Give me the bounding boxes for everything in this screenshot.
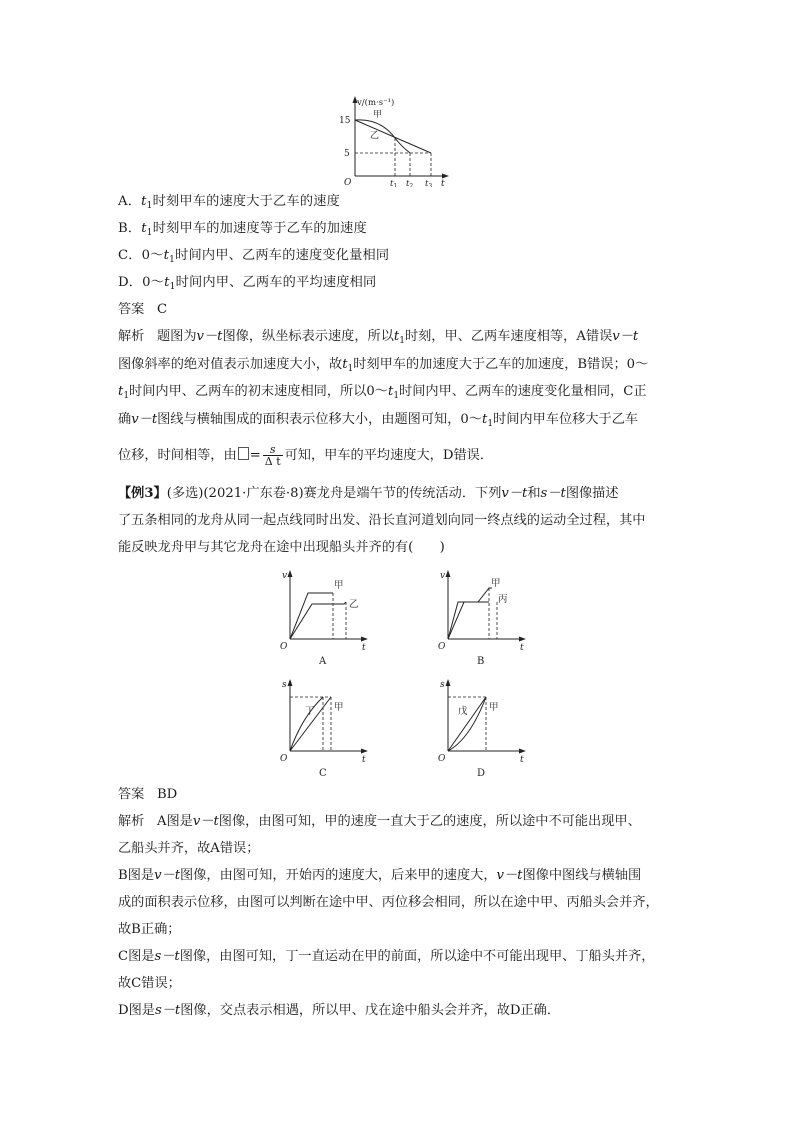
fig-b-xlabel: t xyxy=(520,643,524,653)
missing-glyph-box xyxy=(238,447,249,460)
analysis-1-line-2: 图像斜率的绝对值表示加速度大小，故$t_1$时刻甲车的加速度大于乙车的加速度，B错误；0～ xyxy=(118,357,649,374)
analysis-3-line-6: C图是s－t图像，由图可知，丁一直运动在甲的前面，所以途中不可能出现甲、丁船头并齐， xyxy=(118,949,655,964)
fig-a-label-jia: 甲 xyxy=(334,580,344,591)
analysis-1-line-3: $t_1$时间内甲、乙两车的初末速度相同，所以$0\sim t_1$时间内甲、乙两车的速度变化量相同，C正 xyxy=(118,384,647,401)
fig-b-caption: B xyxy=(477,656,485,667)
fig-d-caption: D xyxy=(477,768,486,779)
fig1-tick-5: 5 xyxy=(344,149,350,159)
fig-c-caption: C xyxy=(319,768,327,779)
fig-c-xlabel: t xyxy=(362,755,366,765)
example-3-line-3: 能反映龙舟甲与其它龙舟在途中出现船头并齐的有( ) xyxy=(118,540,445,555)
fig1-tick-t2: $t_2$ xyxy=(406,179,414,187)
fig-d-xlabel: t xyxy=(520,755,524,765)
fig1-label-jia: 甲 xyxy=(373,110,383,120)
fig-c-label-jia: 甲 xyxy=(334,702,344,713)
fig1-tick-t3: $t_3$ xyxy=(425,179,433,187)
fig-d-origin: O xyxy=(438,754,446,764)
analysis-3-line-7: 故C错误； xyxy=(118,976,181,991)
answer-3: 答案 BD xyxy=(118,787,178,802)
example-3-line-1: 【例3】(多选)(2021·广东卷·8)赛龙舟是端午节的传统活动．下列v－t和s－t图像描述 xyxy=(118,486,619,501)
fig-d-label-jia: 甲 xyxy=(489,702,499,713)
analysis-3-line-5: 故B正确； xyxy=(118,922,181,937)
analysis-1-line-5: 位移，时间相等，由 = $\frac{s}{\text{Δ t}}$ 可知，甲车的平均速度大，D错误． xyxy=(118,443,494,468)
analysis-3-line-3: B图是v－t图像，由图可知，开始丙的速度大，后来甲的速度大，v－t图像中图线与横轴围 xyxy=(118,868,642,883)
figure-b-vt xyxy=(434,566,534,668)
option-c: C．$0\sim t_1$时间内甲、乙两车的速度变化量相同 xyxy=(118,248,390,265)
analysis-1-line-1: 解析 题图为v－t图像，纵坐标表示速度，所以$t_1$时刻，甲、乙两车速度相等，A错误v－t xyxy=(118,329,639,346)
fig1-origin: O xyxy=(344,178,352,187)
fraction: $\frac{s}{\text{Δ t}}$ xyxy=(264,443,281,468)
analysis-3-line-2: 乙船头并齐，故A错误； xyxy=(118,841,260,856)
figure-d-st xyxy=(434,675,534,780)
analysis-3-line-1: 解析 A图是v－t图像，由图可知，甲的速度一直大于乙的速度，所以途中不可能出现甲、 xyxy=(118,814,641,829)
fig-d-label-wu: 戊 xyxy=(458,706,468,717)
figure-vt-graph-1 xyxy=(335,92,455,187)
fig-c-origin: O xyxy=(280,754,288,764)
fig-c-ylabel: s xyxy=(282,680,287,690)
fig1-xlabel: t xyxy=(441,179,445,187)
fig1-ylabel: v/(m·s⁻¹) xyxy=(357,98,395,108)
fig-a-origin: O xyxy=(280,642,288,652)
example-3-line-2: 了五条相同的龙舟从同一起点线同时出发、沿长直河道划向同一终点线的运动全过程，其中 xyxy=(118,513,646,528)
fig-b-origin: O xyxy=(438,642,446,652)
fig-a-caption: A xyxy=(319,656,327,667)
fig-b-ylabel: v xyxy=(440,571,446,581)
fig-a-label-yi: 乙 xyxy=(349,599,359,610)
analysis-3-line-4: 成的面积表示位移，由图可以判断在途中甲、丙位移会相同，所以在途中甲、丙船头会并齐， xyxy=(118,895,659,910)
fig-a-ylabel: v xyxy=(282,571,288,581)
fig-c-label-ding: 丁 xyxy=(305,706,315,717)
fig-a-xlabel: t xyxy=(362,643,366,653)
fig-b-label-jia: 甲 xyxy=(491,578,501,589)
fig1-tick-t1: $t_1$ xyxy=(390,179,398,187)
fig-b-label-bing: 丙 xyxy=(498,594,508,605)
fig-d-ylabel: s xyxy=(440,680,445,690)
analysis-3-line-8: D图是s－t图像，交点表示相遇，所以甲、戊在途中船头会并齐，故D正确． xyxy=(118,1003,561,1018)
fig1-tick-15: 15 xyxy=(339,116,351,126)
option-b: B．$t_1$时刻甲车的加速度等于乙车的加速度 xyxy=(118,221,367,238)
option-d: D．$0\sim t_1$时间内甲、乙两车的平均速度相同 xyxy=(118,275,377,292)
answer-1: 答案 C xyxy=(118,302,168,317)
analysis-1-line-4: 确v－t图线与横轴围成的面积表示位移大小，由题图可知，$0\sim t_1$时间内甲车位移大于乙车 xyxy=(118,412,639,429)
figure-a-vt xyxy=(276,566,376,668)
option-a: A．$t_1$时刻甲车的速度大于乙车的速度 xyxy=(118,194,340,211)
figure-c-st xyxy=(276,675,376,780)
fig1-label-yi: 乙 xyxy=(370,131,380,141)
